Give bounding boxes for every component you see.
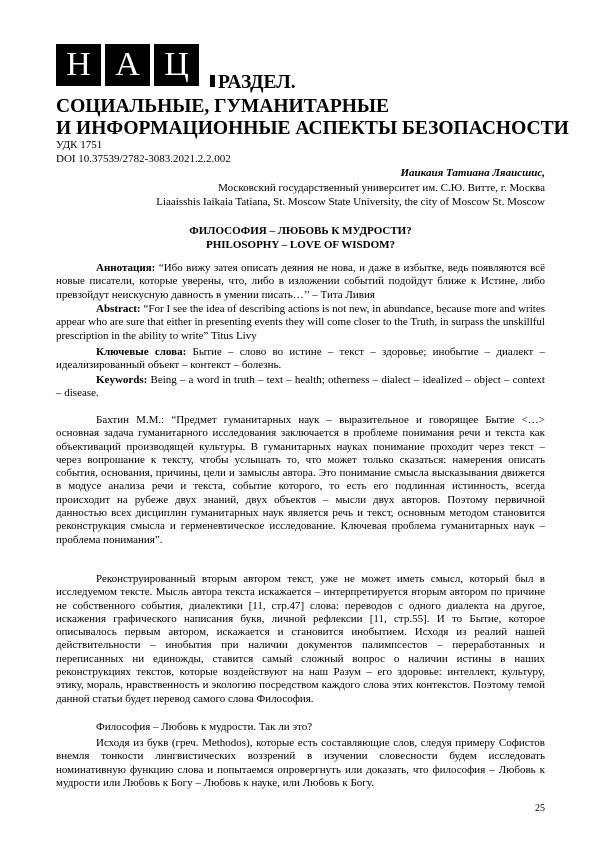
keywords-ru-label: Ключевые слова: [96, 346, 187, 358]
body-paragraph-1: Бахтин М.М.: “Предмет гуманитарных наук – выразительное и говорящее Бытие <…> основная задача гуманитарного исследования заключается в проблеме понимания речи и текста как объективаций производящей культуры. В гуманитарных науках понимание проходит через текст – через вопрошание к тексту, чтобы услышать то, что может только сказаться: намерения описать события, основания, причины, цели и замыслы автора. Это понимание смысла высказывания движется в модусе анализа речи и текста, событие которого, то есть его подлинная истинность, всегда происходит на рубеже двух знаний, двух объектов – мысли двух авторов. Поэтому первичной данностью всех дисциплин гуманитарных наук является речь и текст, основным методом становится реконструкция смысла и герменевтическое исследование. Ключевая проблема гуманитарных наук – проблема понимания”. [56, 414, 545, 546]
abstract-ru-text: “Ибо вижу затея описать деяния не нова, и даже в избытке, ведь появляются всё новые писатели, которые уверены, что, либо в изложении событий подойдут ближе к Истине, либо превзойдут неискусную давность в умении писать…’’ – Тита Ливия [56, 262, 545, 301]
article-title-en: PHILOSOPHY – LOVE OF WISDOM? [205, 239, 396, 251]
logo-tail [210, 75, 215, 87]
keywords-en-label: Keywords: [96, 374, 148, 386]
body-paragraph-3: Философия – Любовь к мудрости. Так ли это? [96, 721, 313, 733]
keywords-ru [56, 346, 545, 373]
section-heading-line-3: И ИНФОРМАЦИОННЫЕ АСПЕКТЫ БЕЗОПАСНОСТИ [56, 118, 569, 139]
journal-logo [56, 44, 199, 86]
body-paragraph-4: Исходя из букв (греч. Methodos), которые есть составляющие слов, следуя примеру Софистов внемля тонкости лингвистических воззрений в изучении словесности будем исследовать номинативную функцию слова и попытаемся опровергнуть или доказать, что философия – Любовь к мудрости или Любовь к Богу – Любовь к науке, или Любовь к Богу. [56, 737, 545, 789]
abstract-ru [56, 262, 545, 302]
author-name: Иаикаия Татиана Ляаисшис, [400, 167, 545, 179]
logo-letter-ts: Ц [154, 44, 199, 86]
author-affiliation-ru: Московский государственный университет им. С.Ю. Витте, г. Москва [218, 182, 545, 194]
doi: DOI 10.37539/2782-3083.2021.2.2.002 [56, 153, 231, 165]
page-number: 25 [535, 803, 545, 814]
section-heading-line-2: СОЦИАЛЬНЫЕ, ГУМАНИТАРНЫЕ [56, 96, 390, 117]
logo-letter-a: А [105, 44, 150, 86]
keywords-en-text: Being – a word in truth – text – health; otherness – dialect – idealized – object – context – disease. [56, 374, 545, 400]
abstract-en-text: “For I see the idea of describing actions is not new, in abundance, because more and writes appear who are sure that either in presenting events they will come closer to the Truth, in surpass the unskillful prescription in the ability to write” Titus Livy [56, 303, 545, 342]
udk-code: УДК 1751 [56, 139, 103, 151]
logo-letter-n: Н [56, 44, 101, 86]
abstract-ru-label: Аннотация: [96, 262, 156, 274]
article-title-ru: ФИЛОСОФИЯ – ЛЮБОВЬ К МУДРОСТИ? [189, 225, 412, 237]
keywords-ru-text: Бытие – слово во истине – текст – здоровье; инобытие – диалект – идеализированный объект – контекст – болезнь. [56, 346, 545, 372]
body-paragraph-2: Реконструированный вторым автором текст, уже не может иметь смысл, который был в исследуемом тексте. Мысль автора текста искажается – интерпретируется вторым автором по причине не собственного события, диалектики [11, стр.47] слова: переводов с одного диалекта на другое, искажения графического написания букв, личной рефлексии [11, стр.55]. И то Бытие, которое описывалось первым автором, искажается и становится инобытием. Исходя из реалий нашей действительности – инобытия при наличии документов палимпсестов – переработанных и переписанных ни единожды, ставится самый сложный вопрос о наличии истины в наших реконструкциях текстов, которые воздействуют на наш Разум – его здоровье: интеллект, культуру, этику, мораль, нравственность и экологию посредством каждого слова этих контекстов. Поэтому темой данной статьи будет перевод самого слова Философия. [56, 573, 545, 705]
section-label: РАЗДЕЛ. [218, 72, 296, 93]
abstract-en [56, 303, 545, 343]
abstract-en-label: Abstract: [96, 303, 141, 315]
author-affiliation-en: Liaaisshis Iaikaia Tatiana, St. Moscow State University, the city of Moscow St. Moscow [156, 196, 545, 208]
keywords-en [56, 374, 545, 401]
